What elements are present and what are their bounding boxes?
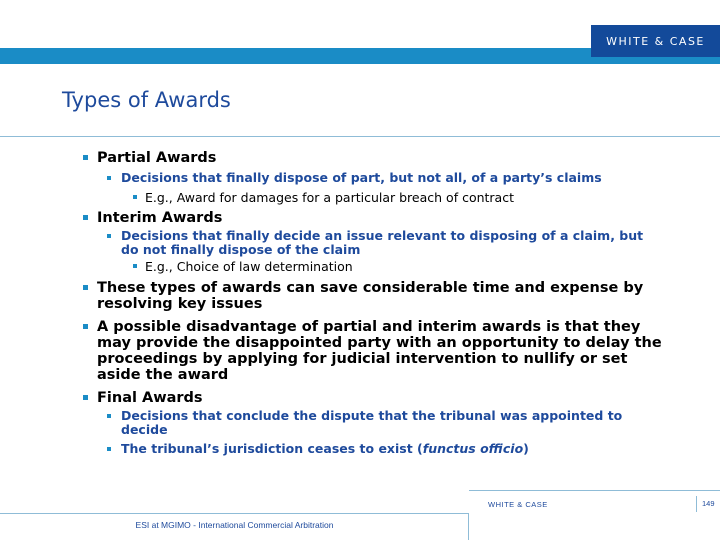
sub-bullet-final-definition — [107, 409, 663, 438]
brand-logo-text: WHITE & CASE — [606, 35, 705, 48]
footer-course-area — [0, 513, 469, 540]
bullet-marker — [83, 285, 88, 290]
bullet-marker — [107, 414, 111, 418]
bullet-partial-awards — [83, 150, 663, 166]
bullet-marker — [83, 324, 88, 329]
footer-course-text: ESI at MGIMO - International Commercial Arbitration — [135, 520, 334, 530]
bullet-text: Decisions that finally dispose of part, but not all, of a party’s claims — [121, 170, 602, 185]
slide-content — [83, 150, 663, 456]
slide-title: Types of Awards — [62, 88, 231, 112]
bullet-marker — [107, 447, 111, 451]
bullet-marker — [133, 264, 137, 268]
sub-bullet-partial-definition — [107, 171, 663, 186]
page-number-divider — [696, 496, 697, 512]
bullet-text: Partial Awards — [97, 150, 217, 166]
bullet-text: Decisions that finally decide an issue relevant to disposing of a claim, but do not finally dispose of the claim — [121, 227, 644, 257]
footer-brand-area — [469, 490, 720, 540]
example-interim-award — [133, 259, 663, 274]
page-number: 149 — [702, 499, 715, 508]
example-partial-award — [133, 190, 663, 205]
bullet-text: Final Awards — [97, 389, 203, 406]
bullet-final-awards — [83, 390, 663, 406]
brand-logo — [591, 25, 720, 57]
bullet-time-savings — [83, 280, 663, 312]
title-divider — [0, 136, 720, 137]
bullet-marker — [133, 195, 137, 199]
bullet-interim-awards — [83, 210, 663, 226]
bullet-text-after: ) — [523, 440, 529, 456]
sub-bullet-functus-officio — [107, 442, 663, 457]
bullet-text: Decisions that conclude the dispute that the tribunal was appointed to decide — [121, 407, 623, 437]
bullet-text: Interim Awards — [97, 209, 223, 226]
bullet-marker — [107, 234, 111, 238]
footer-brand-text: WHITE & CASE — [488, 500, 548, 509]
bullet-marker — [83, 155, 88, 160]
bullet-text: E.g., Choice of law determination — [145, 258, 353, 274]
bullet-text-before: The tribunal’s jurisdiction ceases to exist ( — [121, 440, 423, 456]
bullet-marker — [83, 215, 88, 220]
bullet-text: A possible disadvantage of partial and interim awards is that they may provide the disappointed party with an opportunity to delay the proceedings by applying for judicial intervention to nullify or set aside the award — [97, 318, 662, 383]
bullet-marker — [83, 395, 88, 400]
bullet-marker — [107, 176, 111, 180]
bullet-text: E.g., Award for damages for a particular breach of contract — [145, 189, 514, 205]
bullet-disadvantage — [83, 319, 663, 383]
bullet-text-italic: functus officio — [422, 440, 524, 456]
sub-bullet-interim-definition — [107, 229, 663, 258]
bullet-text: These types of awards can save considerable time and expense by resolving key issues — [97, 279, 644, 312]
